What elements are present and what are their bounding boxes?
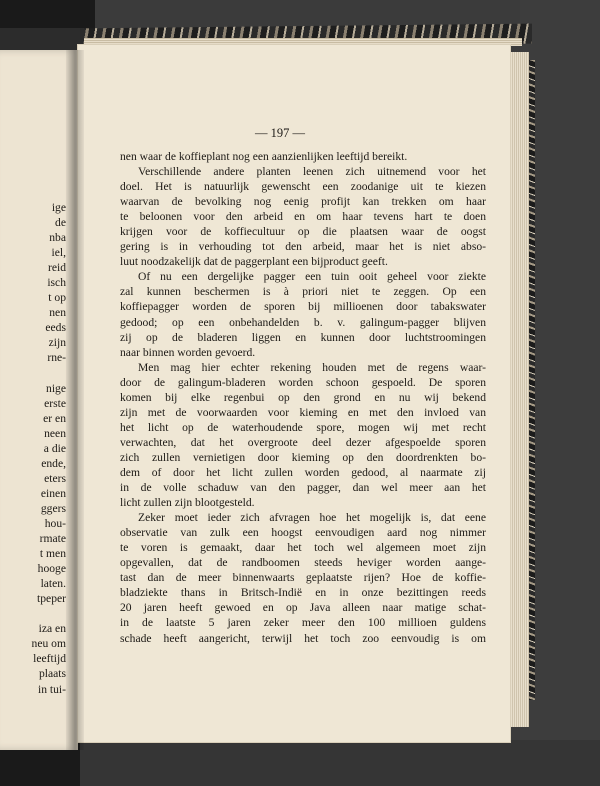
left-line-fragment: tpeper — [37, 592, 66, 606]
left-line-fragment: erste — [44, 396, 66, 410]
left-line-fragment: laten. — [40, 577, 66, 591]
left-line-fragment: ggers — [40, 501, 66, 515]
left-line-fragment: rne- — [47, 351, 66, 365]
text-line: doel. Het is natuurlijk gewenscht een zoodanige uit te kiezen — [120, 180, 486, 194]
text-line: in de laatste 5 jaren zeker meer den 100 millioen guldens — [120, 616, 486, 630]
left-line-fragment: t op — [48, 291, 66, 305]
text-line: opgevallen, dat de randboomen steeds heviger worden aange- — [120, 556, 486, 570]
left-line-fragment: a die — [43, 441, 66, 455]
text-line: in de volle schaduw van den pagger, dan wel meer aan het — [120, 481, 486, 495]
text-line: krijgen voor de koffiecultuur op die plaatsen waar de oogst — [120, 225, 486, 239]
left-line-fragment: iza en — [38, 622, 66, 636]
text-line: nen waar de koffieplant nog een aanzienlijken leeftijd bereikt. — [120, 150, 408, 163]
left-line-fragment: t men — [39, 547, 66, 561]
text-line: dem of door het licht zullen worden gedood, al naarmate zij — [120, 465, 486, 479]
background-bottom — [80, 740, 600, 786]
left-line-fragment: neen — [44, 426, 66, 440]
left-line-fragment: zijn — [48, 336, 66, 350]
text-line: zijn met de voorwaarden voor kieming en met den invloed van — [120, 405, 486, 419]
text-line: naar binnen worden gevoerd. — [120, 345, 256, 359]
text-line: tast dan de meer binnenwaarts geplaatste rijen? Hoe de koffie- — [120, 571, 486, 585]
text-line: te voren is gemaakt, daar het toch wel algemeen moet zijn — [120, 541, 486, 555]
text-line: zij op de bladeren liggen en kunnen door luchtstroomingen — [120, 330, 486, 344]
text-line: Zeker moet ieder zich afvragen hoe het mogelijk is, dat eene — [138, 511, 486, 525]
text-line: observatie van zulk een hoogst eenvoudigen aard nog nimmer — [120, 526, 486, 540]
text-line: waarvan de bevolking nog eenig profijt kan trekken om haar — [120, 195, 486, 209]
left-line-fragment: isch — [47, 276, 66, 290]
left-line-fragment: leeftijd — [33, 652, 66, 666]
left-line-gap — [2, 366, 66, 381]
body-text — [120, 149, 486, 646]
left-line-fragment: hooge — [37, 562, 66, 576]
text-line: bladziekte thans in Britsch-Indië en in onze bezittingen reeds — [120, 586, 486, 600]
left-line-fragment: nige — [46, 381, 66, 395]
left-line-fragment: nba — [49, 231, 66, 245]
text-line: Verschillende andere planten leenen zich uitnemend voor het — [138, 165, 486, 179]
text-line: Men mag hier echter rekening houden met de regens waar- — [138, 360, 486, 374]
text-line: Of nu een dergelijke pagger een tuin ooit geheel voor ziekte — [138, 270, 486, 284]
left-line-fragment: rmate — [39, 532, 66, 546]
text-line: zich zullen vernietigen door kieming op den doordrenkten bo- — [120, 450, 486, 464]
left-line-gap — [2, 606, 66, 621]
text-line: gedood; op een onbehandelden b. v. galingum-pagger blijven — [120, 315, 486, 329]
left-line-fragment: de — [55, 216, 66, 230]
left-line-fragment: ende, — [41, 456, 66, 470]
left-line-fragment: hou- — [44, 516, 66, 530]
left-line-fragment: reid — [47, 261, 66, 275]
left-line-fragment: eeds — [45, 321, 66, 335]
text-line: luut noodzakelijk dat de paggerplant een bijproduct geeft. — [120, 255, 388, 269]
text-line: verwachten, dat het overgroote deel dezer afgespoelde sporen — [120, 435, 486, 449]
page-number: — 197 — — [255, 126, 305, 140]
text-line: door de galingum-bladeren worden schoon gespoeld. De sporen — [120, 375, 486, 389]
text-line: koffiepagger worden de sporen bij millioenen door tabakswater — [120, 300, 486, 314]
left-line-fragment: eters — [44, 471, 66, 485]
text-line: zal kunnen beschermen is à priori niet te zeggen. Op een — [120, 285, 486, 299]
left-line-fragment: einen — [40, 486, 66, 500]
text-line: komen bij elke regenbui op den grond en nu wij bekend — [120, 390, 486, 404]
left-line-fragment: neu om — [31, 637, 66, 651]
left-line-fragment: er en — [43, 411, 66, 425]
text-line: licht zullen zijn blootgesteld. — [120, 496, 255, 510]
left-line-fragment: ige — [51, 201, 66, 214]
text-line: 20 jaren heeft gewoed en op Java alleen naar matige schat- — [120, 601, 486, 615]
left-page-text — [2, 200, 66, 697]
book-gutter — [66, 50, 84, 750]
left-line-fragment: iel, — [51, 246, 66, 260]
text-line: gering is in verhouding tot den arbeid, maar het is niet abso- — [120, 240, 486, 254]
text-line: het licht op de waterhoudende spore, mogen wij met recht — [120, 420, 486, 434]
left-line-fragment: nen — [49, 306, 66, 320]
left-line-fragment: in tui- — [37, 682, 66, 696]
left-line-fragment: plaats — [38, 667, 66, 681]
text-line: te beloonen voor den arbeid en om haar tevens hart te doen — [120, 210, 486, 224]
text-line: schade heeft aangericht, terwijl het toch zoo eenvoudig is om — [120, 631, 486, 645]
